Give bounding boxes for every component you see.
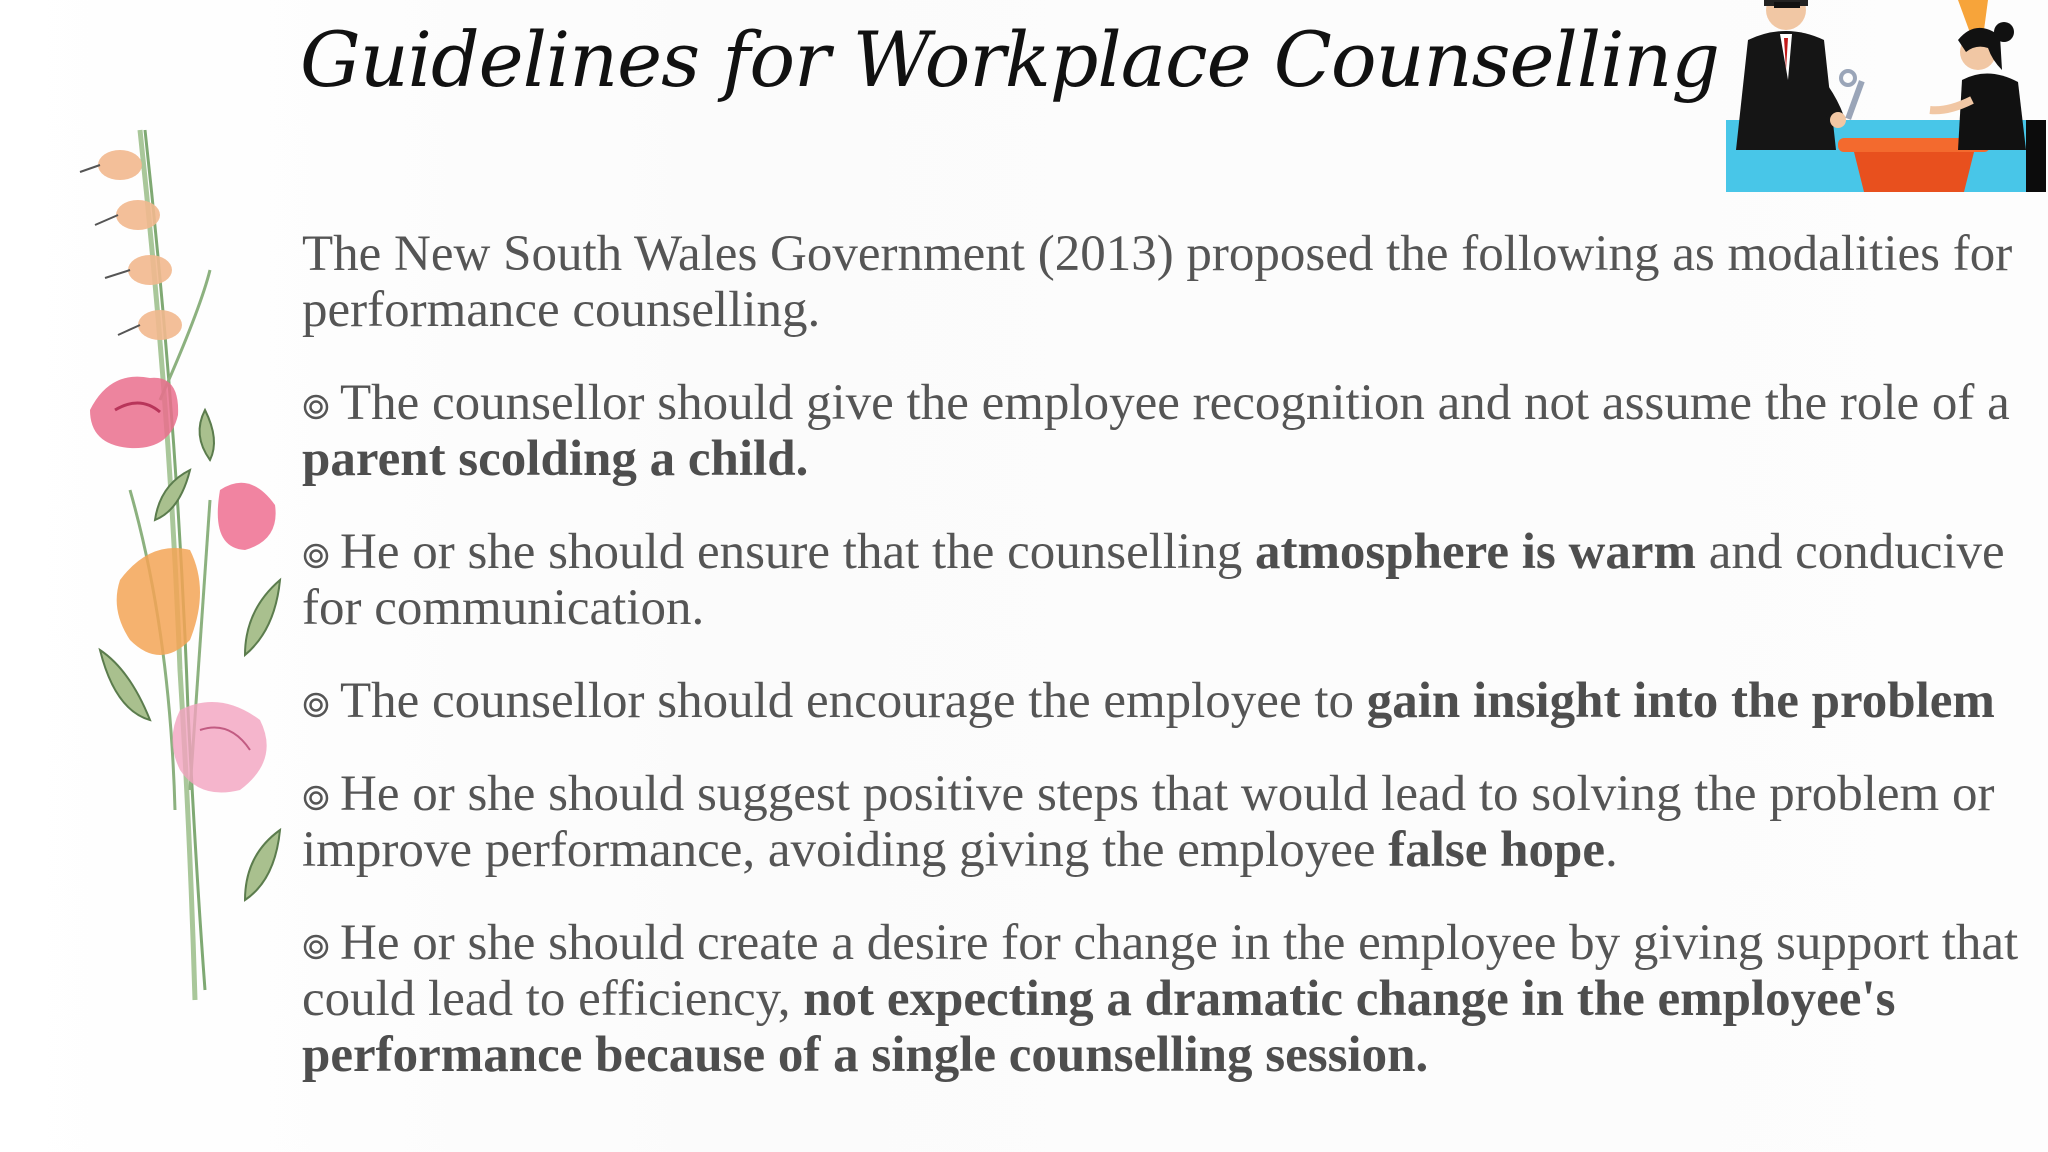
spiral-bullet-icon [302,933,330,961]
intro-paragraph [302,226,2042,338]
bullet-item [302,915,2042,1083]
bullet-text: The counsellor should encourage the employee to [340,673,1367,729]
spiral-bullet-icon [302,691,330,719]
counselling-meeting-illustration [1726,0,2046,192]
bullet-item [302,375,2042,487]
bullet-emphasis: parent scolding a child. [302,431,809,487]
bullet-item [302,524,2042,636]
slide-title: Guidelines for Workplace Counselling [300,15,1720,104]
bullet-emphasis: gain insight into the problem [1366,673,1995,729]
bullet-text-end: and conducive for communication. [302,524,2005,636]
spiral-bullet-icon [302,784,330,812]
spiral-bullet-icon [302,542,330,570]
bullet-emphasis: not expecting a dramatic change in the employee's performance because of a single counselling session. [302,971,1896,1083]
bullet-text: He or she should suggest positive steps that would lead to solving the problem or improve performance, avoiding giving the employee [302,766,1995,878]
slide-body [302,226,2042,1120]
bullet-text: He or she should ensure that the counselling [340,524,1255,580]
bullet-text: The counsellor should give the employee recognition and not assume the role of a [340,375,2010,431]
bullet-emphasis: atmosphere is warm [1254,524,1696,580]
bullet-item [302,673,2042,729]
bullet-emphasis: false hope [1388,822,1605,878]
bullet-text-end: . [1605,822,1618,878]
bullet-item [302,766,2042,878]
watercolor-flowers-decoration [60,110,320,1010]
intro-text: The New South Wales Government (2013) proposed the following as modalities for performance counselling. [302,226,2013,338]
bullet-text: He or she should create a desire for change in the employee by giving support that could lead to efficiency, [302,915,2019,1027]
spiral-bullet-icon [302,393,330,421]
